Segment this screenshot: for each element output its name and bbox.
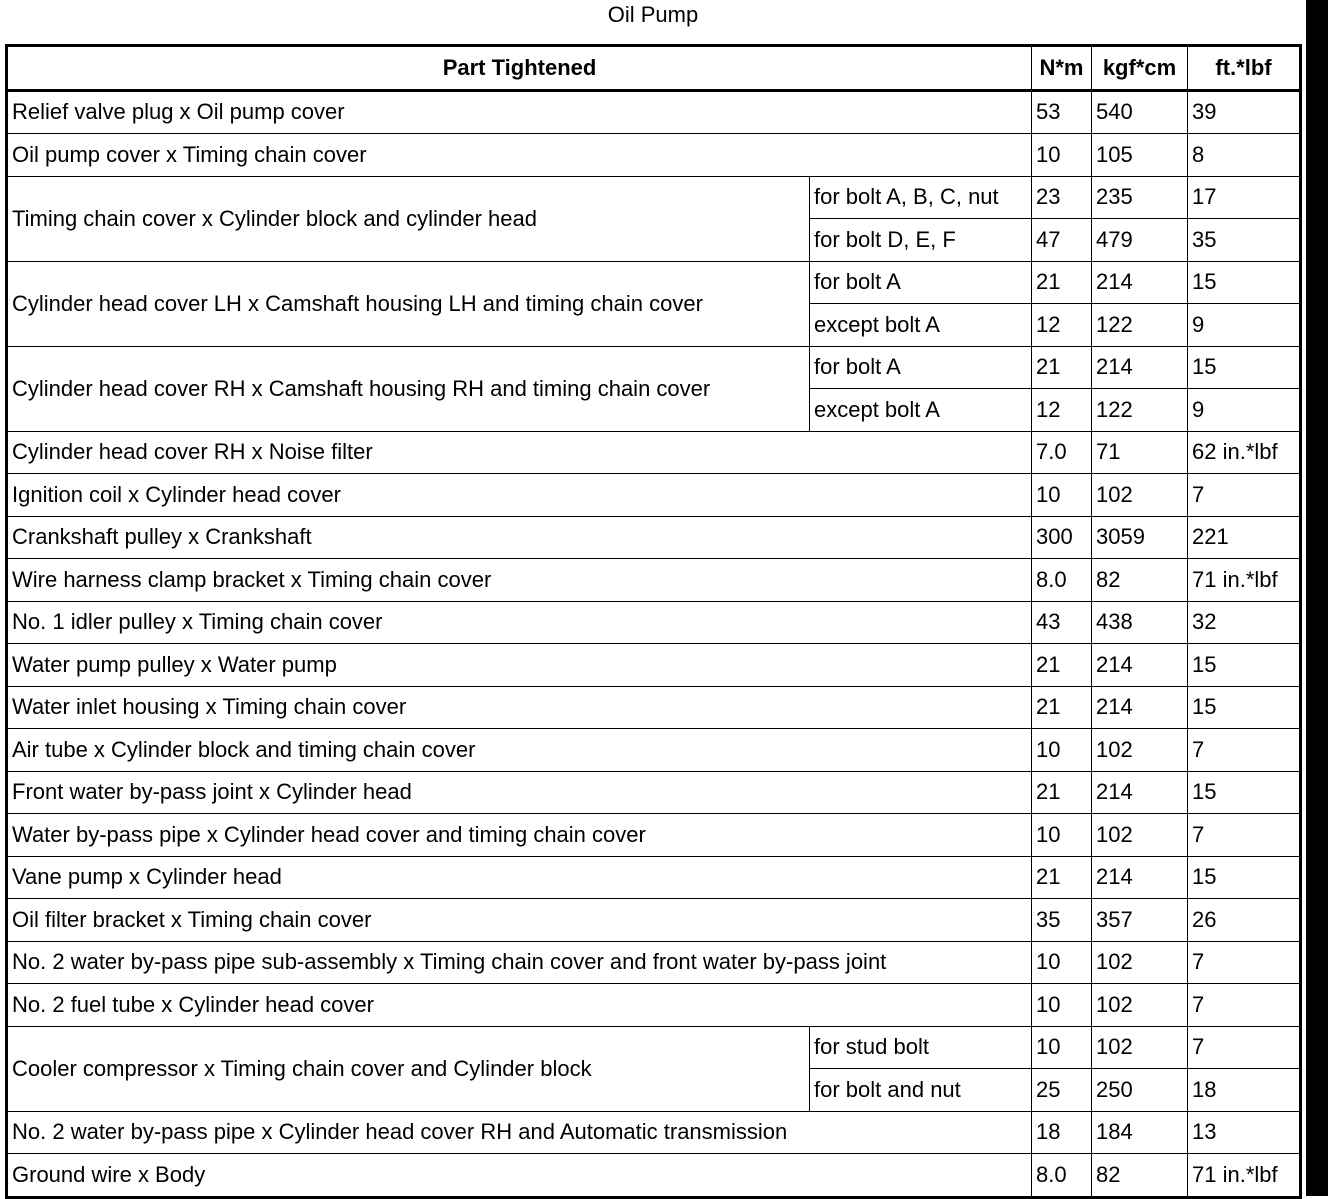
part-cell: Wire harness clamp bracket x Timing chain cover: [7, 559, 1032, 602]
nm-cell: 7.0: [1032, 431, 1092, 474]
nm-cell: 21: [1032, 346, 1092, 389]
table-body: [7, 90, 1301, 1197]
part-cell: Ground wire x Body: [7, 1154, 1032, 1198]
ft-lbf-cell: 32: [1188, 601, 1301, 644]
table-row: [7, 1154, 1301, 1198]
nm-cell: 12: [1032, 304, 1092, 347]
nm-cell: 10: [1032, 984, 1092, 1027]
ft-lbf-cell: 62 in.*lbf: [1188, 431, 1301, 474]
kgf-cm-cell: 102: [1092, 814, 1188, 857]
kgf-cm-cell: 438: [1092, 601, 1188, 644]
kgf-cm-cell: 214: [1092, 856, 1188, 899]
part-cell: Crankshaft pulley x Crankshaft: [7, 516, 1032, 559]
part-cell: Oil filter bracket x Timing chain cover: [7, 899, 1032, 942]
table-row: [7, 814, 1301, 857]
ft-lbf-cell: 18: [1188, 1069, 1301, 1112]
nm-cell: 43: [1032, 601, 1092, 644]
part-cell: Cylinder head cover RH x Camshaft housing RH and timing chain cover: [7, 346, 810, 431]
table-row: [7, 346, 1301, 389]
header-kgf-cm: kgf*cm: [1092, 46, 1188, 91]
part-cell: Water by-pass pipe x Cylinder head cover and timing chain cover: [7, 814, 1032, 857]
table-row: [7, 474, 1301, 517]
ft-lbf-cell: 71 in.*lbf: [1188, 1154, 1301, 1198]
ft-lbf-cell: 8: [1188, 134, 1301, 177]
ft-lbf-cell: 26: [1188, 899, 1301, 942]
table-header-row: [7, 46, 1301, 91]
condition-cell: for stud bolt: [810, 1026, 1032, 1069]
nm-cell: 21: [1032, 644, 1092, 687]
kgf-cm-cell: 105: [1092, 134, 1188, 177]
table-row: [7, 601, 1301, 644]
kgf-cm-cell: 71: [1092, 431, 1188, 474]
nm-cell: 10: [1032, 814, 1092, 857]
part-cell: Water inlet housing x Timing chain cover: [7, 686, 1032, 729]
ft-lbf-cell: 15: [1188, 346, 1301, 389]
kgf-cm-cell: 102: [1092, 941, 1188, 984]
ft-lbf-cell: 39: [1188, 90, 1301, 134]
kgf-cm-cell: 122: [1092, 389, 1188, 432]
table-row: [7, 941, 1301, 984]
kgf-cm-cell: 357: [1092, 899, 1188, 942]
kgf-cm-cell: 214: [1092, 644, 1188, 687]
ft-lbf-cell: 221: [1188, 516, 1301, 559]
table-row: [7, 176, 1301, 219]
nm-cell: 47: [1032, 219, 1092, 262]
part-cell: Water pump pulley x Water pump: [7, 644, 1032, 687]
nm-cell: 21: [1032, 686, 1092, 729]
table-row: [7, 431, 1301, 474]
table-row: [7, 1026, 1301, 1069]
kgf-cm-cell: 102: [1092, 1026, 1188, 1069]
condition-cell: for bolt A: [810, 346, 1032, 389]
condition-cell: except bolt A: [810, 304, 1032, 347]
ft-lbf-cell: 15: [1188, 856, 1301, 899]
nm-cell: 21: [1032, 771, 1092, 814]
kgf-cm-cell: 235: [1092, 176, 1188, 219]
kgf-cm-cell: 184: [1092, 1111, 1188, 1154]
condition-cell: for bolt and nut: [810, 1069, 1032, 1112]
condition-cell: for bolt A, B, C, nut: [810, 176, 1032, 219]
table-row: [7, 686, 1301, 729]
ft-lbf-cell: 15: [1188, 686, 1301, 729]
nm-cell: 300: [1032, 516, 1092, 559]
kgf-cm-cell: 122: [1092, 304, 1188, 347]
table-row: [7, 1111, 1301, 1154]
ft-lbf-cell: 71 in.*lbf: [1188, 559, 1301, 602]
part-cell: No. 2 fuel tube x Cylinder head cover: [7, 984, 1032, 1027]
ft-lbf-cell: 15: [1188, 644, 1301, 687]
condition-cell: for bolt A: [810, 261, 1032, 304]
nm-cell: 12: [1032, 389, 1092, 432]
part-cell: Cylinder head cover RH x Noise filter: [7, 431, 1032, 474]
kgf-cm-cell: 82: [1092, 559, 1188, 602]
nm-cell: 8.0: [1032, 559, 1092, 602]
kgf-cm-cell: 102: [1092, 729, 1188, 772]
kgf-cm-cell: 3059: [1092, 516, 1188, 559]
ft-lbf-cell: 15: [1188, 261, 1301, 304]
kgf-cm-cell: 540: [1092, 90, 1188, 134]
kgf-cm-cell: 102: [1092, 474, 1188, 517]
nm-cell: 8.0: [1032, 1154, 1092, 1198]
ft-lbf-cell: 7: [1188, 814, 1301, 857]
header-part-tightened: Part Tightened: [7, 46, 1032, 91]
kgf-cm-cell: 102: [1092, 984, 1188, 1027]
ft-lbf-cell: 9: [1188, 389, 1301, 432]
nm-cell: 18: [1032, 1111, 1092, 1154]
part-cell: Oil pump cover x Timing chain cover: [7, 134, 1032, 177]
table-row: [7, 771, 1301, 814]
nm-cell: 10: [1032, 134, 1092, 177]
part-cell: Vane pump x Cylinder head: [7, 856, 1032, 899]
nm-cell: 35: [1032, 899, 1092, 942]
nm-cell: 21: [1032, 261, 1092, 304]
part-cell: No. 2 water by-pass pipe x Cylinder head cover RH and Automatic transmission: [7, 1111, 1032, 1154]
nm-cell: 10: [1032, 474, 1092, 517]
ft-lbf-cell: 17: [1188, 176, 1301, 219]
nm-cell: 21: [1032, 856, 1092, 899]
nm-cell: 53: [1032, 90, 1092, 134]
part-cell: Front water by-pass joint x Cylinder head: [7, 771, 1032, 814]
ft-lbf-cell: 7: [1188, 984, 1301, 1027]
ft-lbf-cell: 7: [1188, 474, 1301, 517]
page-edge-bar: [1306, 0, 1328, 1196]
part-cell: Cooler compressor x Timing chain cover and Cylinder block: [7, 1026, 810, 1111]
kgf-cm-cell: 214: [1092, 686, 1188, 729]
ft-lbf-cell: 7: [1188, 941, 1301, 984]
part-cell: Cylinder head cover LH x Camshaft housing LH and timing chain cover: [7, 261, 810, 346]
header-nm: N*m: [1032, 46, 1092, 91]
table-row: [7, 516, 1301, 559]
ft-lbf-cell: 7: [1188, 729, 1301, 772]
table-row: [7, 134, 1301, 177]
ft-lbf-cell: 15: [1188, 771, 1301, 814]
part-cell: Air tube x Cylinder block and timing chain cover: [7, 729, 1032, 772]
table-row: [7, 559, 1301, 602]
ft-lbf-cell: 35: [1188, 219, 1301, 262]
part-cell: Timing chain cover x Cylinder block and cylinder head: [7, 176, 810, 261]
kgf-cm-cell: 82: [1092, 1154, 1188, 1198]
condition-cell: except bolt A: [810, 389, 1032, 432]
ft-lbf-cell: 13: [1188, 1111, 1301, 1154]
part-cell: No. 2 water by-pass pipe sub-assembly x Timing chain cover and front water by-pass joint: [7, 941, 1032, 984]
table-row: [7, 856, 1301, 899]
part-cell: No. 1 idler pulley x Timing chain cover: [7, 601, 1032, 644]
kgf-cm-cell: 214: [1092, 346, 1188, 389]
nm-cell: 10: [1032, 1026, 1092, 1069]
kgf-cm-cell: 214: [1092, 261, 1188, 304]
table-row: [7, 729, 1301, 772]
kgf-cm-cell: 479: [1092, 219, 1188, 262]
kgf-cm-cell: 250: [1092, 1069, 1188, 1112]
page-title: Oil Pump: [607, 2, 699, 27]
table-row: [7, 899, 1301, 942]
torque-table: [5, 44, 1302, 1199]
nm-cell: 10: [1032, 941, 1092, 984]
table-row: [7, 644, 1301, 687]
nm-cell: 10: [1032, 729, 1092, 772]
kgf-cm-cell: 214: [1092, 771, 1188, 814]
condition-cell: for bolt D, E, F: [810, 219, 1032, 262]
ft-lbf-cell: 7: [1188, 1026, 1301, 1069]
part-cell: Relief valve plug x Oil pump cover: [7, 90, 1032, 134]
header-ft-lbf: ft.*lbf: [1188, 46, 1301, 91]
nm-cell: 23: [1032, 176, 1092, 219]
ft-lbf-cell: 9: [1188, 304, 1301, 347]
part-cell: Ignition coil x Cylinder head cover: [7, 474, 1032, 517]
table-row: [7, 90, 1301, 134]
table-row: [7, 984, 1301, 1027]
nm-cell: 25: [1032, 1069, 1092, 1112]
table-row: [7, 261, 1301, 304]
